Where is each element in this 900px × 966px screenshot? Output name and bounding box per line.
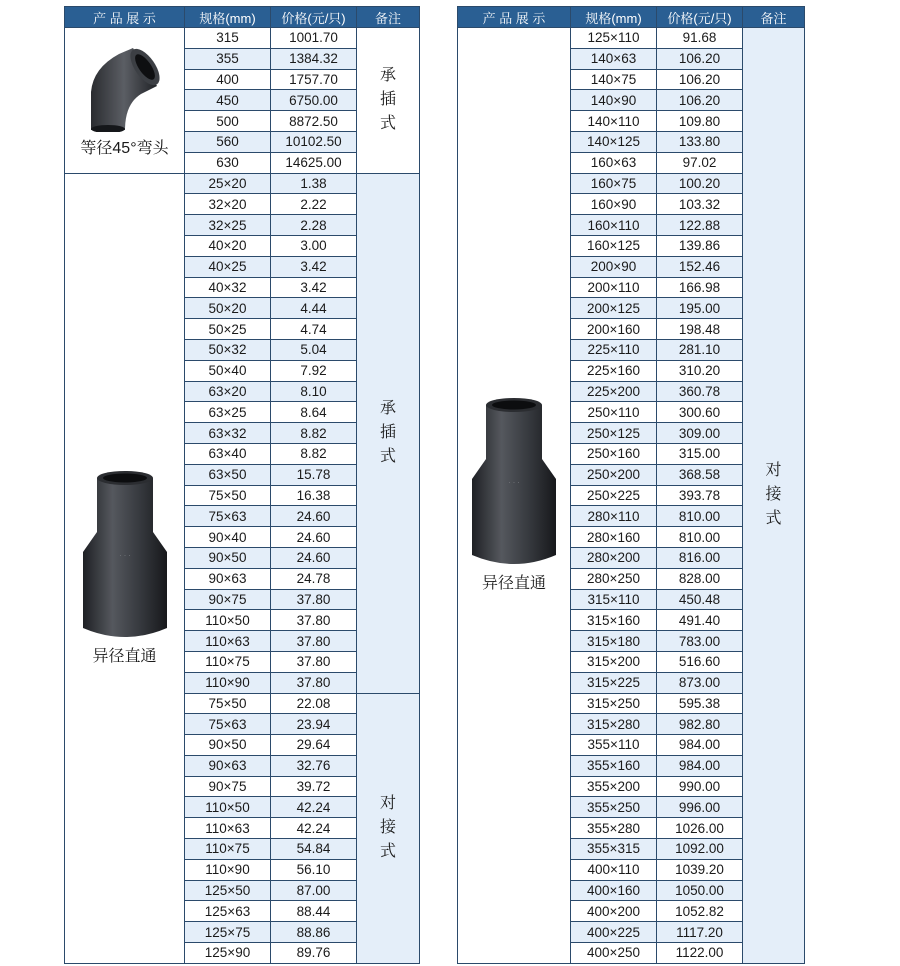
price-cell: 88.86 [271, 922, 357, 943]
spec-cell: 75×50 [185, 693, 271, 714]
spec-cell: 140×90 [571, 90, 657, 111]
note-cell [357, 173, 420, 693]
svg-text:· · ·: · · · [118, 552, 131, 561]
spec-cell: 40×20 [185, 235, 271, 256]
spec-cell: 75×63 [185, 714, 271, 735]
table-row [458, 28, 805, 49]
spec-cell: 50×32 [185, 339, 271, 360]
price-cell: 122.88 [657, 215, 743, 236]
spec-cell: 250×200 [571, 464, 657, 485]
spec-cell: 355×200 [571, 776, 657, 797]
spec-cell: 250×110 [571, 402, 657, 423]
price-cell: 1052.82 [657, 901, 743, 922]
header-note: 备注 [743, 7, 805, 28]
spec-cell: 90×63 [185, 568, 271, 589]
header-product: 产 品 展 示 [458, 7, 571, 28]
spec-cell: 110×63 [185, 818, 271, 839]
spec-cell: 355×110 [571, 735, 657, 756]
price-cell: 23.94 [271, 714, 357, 735]
spec-cell: 110×50 [185, 797, 271, 818]
price-cell: 139.86 [657, 235, 743, 256]
spec-cell: 25×20 [185, 173, 271, 194]
price-cell: 3.42 [271, 256, 357, 277]
spec-cell: 250×160 [571, 443, 657, 464]
price-cell: 982.80 [657, 714, 743, 735]
price-cell: 100.20 [657, 173, 743, 194]
price-cell: 88.44 [271, 901, 357, 922]
price-cell: 37.80 [271, 631, 357, 652]
spec-cell: 125×90 [185, 943, 271, 964]
price-cell: 300.60 [657, 402, 743, 423]
price-cell: 91.68 [657, 28, 743, 49]
price-cell: 810.00 [657, 506, 743, 527]
header-spec: 规格(mm) [571, 7, 657, 28]
spec-cell: 400×160 [571, 880, 657, 901]
spec-cell: 225×160 [571, 360, 657, 381]
price-cell: 2.28 [271, 215, 357, 236]
price-cell: 37.80 [271, 610, 357, 631]
price-cell: 22.08 [271, 693, 357, 714]
header-price: 价格(元/只) [271, 7, 357, 28]
price-cell: 37.80 [271, 672, 357, 693]
price-cell: 103.32 [657, 194, 743, 215]
price-cell: 816.00 [657, 547, 743, 568]
spec-cell: 110×90 [185, 859, 271, 880]
price-cell: 37.80 [271, 651, 357, 672]
price-cell: 4.74 [271, 319, 357, 340]
spec-cell: 110×90 [185, 672, 271, 693]
product-cell [65, 28, 185, 174]
right-price-table [457, 6, 805, 964]
note-cell [357, 693, 420, 963]
spec-cell: 315 [185, 28, 271, 49]
price-cell: 32.76 [271, 755, 357, 776]
spec-cell: 50×20 [185, 298, 271, 319]
spec-cell: 400×110 [571, 859, 657, 880]
price-cell: 1.38 [271, 173, 357, 194]
price-cell: 1757.70 [271, 69, 357, 90]
price-cell: 996.00 [657, 797, 743, 818]
spec-cell: 280×110 [571, 506, 657, 527]
spec-cell: 140×110 [571, 111, 657, 132]
price-cell: 393.78 [657, 485, 743, 506]
price-cell: 97.02 [657, 152, 743, 173]
price-cell: 315.00 [657, 443, 743, 464]
price-cell: 783.00 [657, 631, 743, 652]
spec-cell: 400×200 [571, 901, 657, 922]
price-cell: 7.92 [271, 360, 357, 381]
price-cell: 810.00 [657, 527, 743, 548]
spec-cell: 160×90 [571, 194, 657, 215]
spec-cell: 500 [185, 111, 271, 132]
price-cell: 1092.00 [657, 839, 743, 860]
spec-cell: 90×50 [185, 547, 271, 568]
spec-cell: 40×32 [185, 277, 271, 298]
spec-cell: 63×50 [185, 464, 271, 485]
price-cell: 1026.00 [657, 818, 743, 839]
price-cell: 24.60 [271, 506, 357, 527]
spec-cell: 250×125 [571, 423, 657, 444]
spec-cell: 280×160 [571, 527, 657, 548]
svg-text:· · ·: · · · [508, 479, 520, 488]
price-cell: 360.78 [657, 381, 743, 402]
header-row [458, 7, 805, 28]
spec-cell: 32×25 [185, 215, 271, 236]
note-cell [743, 28, 805, 964]
price-cell: 24.60 [271, 547, 357, 568]
price-cell: 828.00 [657, 568, 743, 589]
price-cell: 984.00 [657, 735, 743, 756]
price-cell: 873.00 [657, 672, 743, 693]
note-text: 承 插 式 [379, 400, 396, 466]
spec-cell: 160×125 [571, 235, 657, 256]
price-cell: 1050.00 [657, 880, 743, 901]
header-note: 备注 [357, 7, 420, 28]
price-cell: 8.82 [271, 443, 357, 464]
spec-cell: 63×32 [185, 423, 271, 444]
price-cell: 281.10 [657, 339, 743, 360]
price-cell: 24.78 [271, 568, 357, 589]
price-cell: 1001.70 [271, 28, 357, 49]
spec-cell: 125×63 [185, 901, 271, 922]
price-cell: 87.00 [271, 880, 357, 901]
spec-cell: 110×75 [185, 839, 271, 860]
price-cell: 195.00 [657, 298, 743, 319]
spec-cell: 160×75 [571, 173, 657, 194]
spec-cell: 630 [185, 152, 271, 173]
header-price: 价格(元/只) [657, 7, 743, 28]
spec-cell: 90×63 [185, 755, 271, 776]
spec-cell: 63×40 [185, 443, 271, 464]
spec-cell: 110×63 [185, 631, 271, 652]
spec-cell: 250×225 [571, 485, 657, 506]
spec-cell: 75×63 [185, 506, 271, 527]
spec-cell: 400×250 [571, 943, 657, 964]
spec-cell: 355×160 [571, 755, 657, 776]
spec-cell: 140×63 [571, 48, 657, 69]
spec-cell: 90×50 [185, 735, 271, 756]
spec-cell: 125×75 [185, 922, 271, 943]
spec-cell: 32×20 [185, 194, 271, 215]
price-cell: 8.64 [271, 402, 357, 423]
spec-cell: 200×125 [571, 298, 657, 319]
price-cell: 29.64 [271, 735, 357, 756]
product-name: 异径直通 [481, 575, 546, 593]
price-cell: 595.38 [657, 693, 743, 714]
spec-cell: 400 [185, 69, 271, 90]
spec-cell: 110×75 [185, 651, 271, 672]
price-cell: 2.22 [271, 194, 357, 215]
price-cell: 4.44 [271, 298, 357, 319]
spec-cell: 225×200 [571, 381, 657, 402]
price-cell: 8.10 [271, 381, 357, 402]
table-row [65, 28, 420, 49]
price-cell: 42.24 [271, 797, 357, 818]
spec-cell: 315×225 [571, 672, 657, 693]
spec-cell: 90×75 [185, 776, 271, 797]
price-cell: 3.00 [271, 235, 357, 256]
spec-cell: 50×25 [185, 319, 271, 340]
table-row [65, 173, 420, 194]
product-name: 异径直通 [92, 648, 157, 666]
price-cell: 1039.20 [657, 859, 743, 880]
spec-cell: 315×160 [571, 610, 657, 631]
spec-cell: 315×200 [571, 651, 657, 672]
price-cell: 5.04 [271, 339, 357, 360]
price-cell: 984.00 [657, 755, 743, 776]
reducer-coupling-icon [65, 470, 184, 645]
spec-cell: 280×250 [571, 568, 657, 589]
price-cell: 152.46 [657, 256, 743, 277]
price-cell: 109.80 [657, 111, 743, 132]
price-cell: 6750.00 [271, 90, 357, 111]
price-cell: 10102.50 [271, 131, 357, 152]
price-cell: 37.80 [271, 589, 357, 610]
price-cell: 166.98 [657, 277, 743, 298]
spec-cell: 200×110 [571, 277, 657, 298]
header-product: 产 品 展 示 [65, 7, 185, 28]
product-cell [65, 173, 185, 963]
spec-cell: 200×90 [571, 256, 657, 277]
spec-cell: 90×40 [185, 527, 271, 548]
price-cell: 42.24 [271, 818, 357, 839]
price-cell: 89.76 [271, 943, 357, 964]
note-text: 对 接 式 [765, 462, 782, 528]
note-text: 承 插 式 [379, 67, 396, 133]
price-cell: 8.82 [271, 423, 357, 444]
bottom-rule [64, 963, 419, 964]
spec-cell: 315×280 [571, 714, 657, 735]
header-spec: 规格(mm) [185, 7, 271, 28]
spec-cell: 125×50 [185, 880, 271, 901]
elbow-45-fitting-icon [65, 42, 184, 137]
price-cell: 133.80 [657, 131, 743, 152]
spec-cell: 315×180 [571, 631, 657, 652]
spec-cell: 90×75 [185, 589, 271, 610]
spec-cell: 355 [185, 48, 271, 69]
spec-cell: 225×110 [571, 339, 657, 360]
spec-cell: 400×225 [571, 922, 657, 943]
spec-cell: 63×25 [185, 402, 271, 423]
price-cell: 16.38 [271, 485, 357, 506]
price-cell: 8872.50 [271, 111, 357, 132]
price-cell: 310.20 [657, 360, 743, 381]
spec-cell: 50×40 [185, 360, 271, 381]
spec-cell: 560 [185, 131, 271, 152]
price-cell: 14625.00 [271, 152, 357, 173]
price-cell: 15.78 [271, 464, 357, 485]
price-cell: 516.60 [657, 651, 743, 672]
price-cell: 198.48 [657, 319, 743, 340]
header-row [65, 7, 420, 28]
spec-cell: 140×125 [571, 131, 657, 152]
spec-cell: 280×200 [571, 547, 657, 568]
price-cell: 1122.00 [657, 943, 743, 964]
spec-cell: 140×75 [571, 69, 657, 90]
price-cell: 309.00 [657, 423, 743, 444]
price-cell: 990.00 [657, 776, 743, 797]
spec-cell: 315×250 [571, 693, 657, 714]
price-cell: 3.42 [271, 277, 357, 298]
spec-cell: 450 [185, 90, 271, 111]
spec-cell: 160×63 [571, 152, 657, 173]
product-name: 等径45°弯头 [80, 140, 169, 158]
price-cell: 106.20 [657, 48, 743, 69]
price-cell: 1117.20 [657, 922, 743, 943]
spec-cell: 40×25 [185, 256, 271, 277]
note-text: 对 接 式 [379, 795, 396, 861]
price-cell: 24.60 [271, 527, 357, 548]
spec-cell: 63×20 [185, 381, 271, 402]
spec-cell: 200×160 [571, 319, 657, 340]
price-cell: 56.10 [271, 859, 357, 880]
spec-cell: 75×50 [185, 485, 271, 506]
spec-cell: 355×250 [571, 797, 657, 818]
price-cell: 1384.32 [271, 48, 357, 69]
spec-cell: 355×315 [571, 839, 657, 860]
price-cell: 491.40 [657, 610, 743, 631]
spec-cell: 355×280 [571, 818, 657, 839]
price-cell: 39.72 [271, 776, 357, 797]
reducer-coupling-icon [458, 397, 570, 572]
left-price-table [64, 6, 420, 964]
spec-cell: 125×110 [571, 28, 657, 49]
price-cell: 368.58 [657, 464, 743, 485]
spec-cell: 160×110 [571, 215, 657, 236]
spec-cell: 110×50 [185, 610, 271, 631]
spec-cell: 315×110 [571, 589, 657, 610]
price-cell: 106.20 [657, 90, 743, 111]
price-cell: 450.48 [657, 589, 743, 610]
price-cell: 54.84 [271, 839, 357, 860]
note-cell [357, 28, 420, 174]
product-cell [458, 28, 571, 964]
price-cell: 106.20 [657, 69, 743, 90]
